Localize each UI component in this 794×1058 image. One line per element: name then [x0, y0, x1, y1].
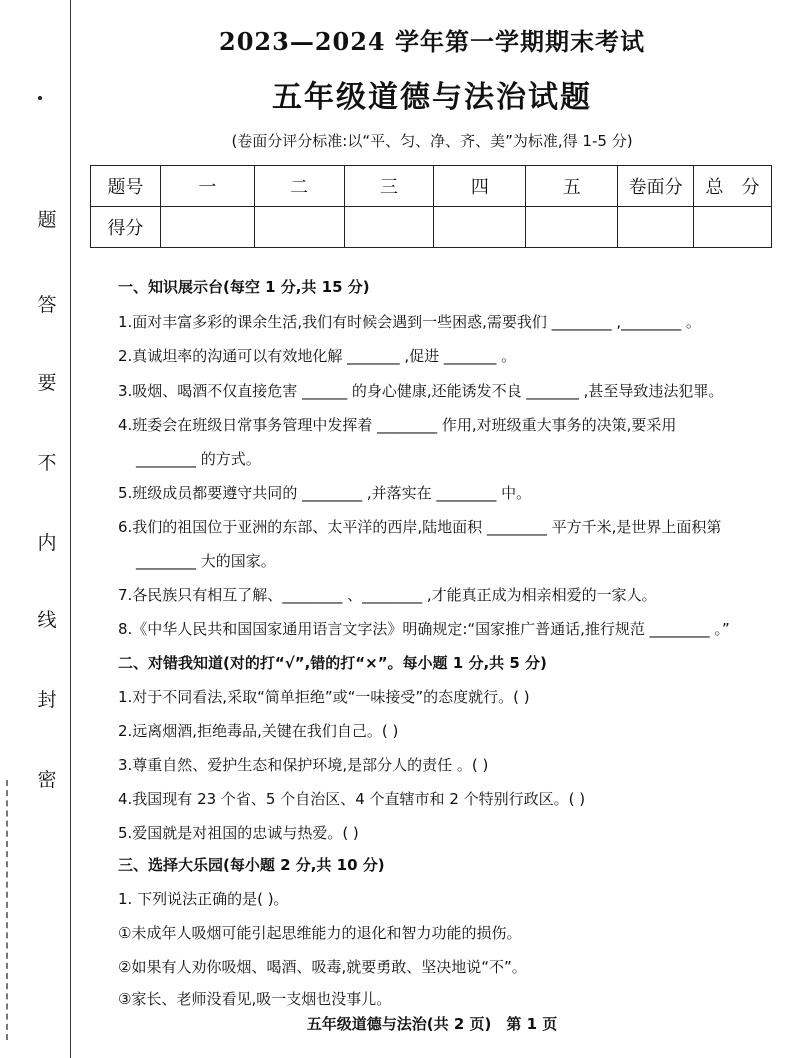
score-cell[interactable] — [344, 207, 434, 248]
option-line: ①未成年人吸烟可能引起思维能力的退化和智力功能的损伤。 — [118, 924, 522, 942]
question-line: ________ 的方式。 — [136, 450, 261, 468]
question-line: 2.远离烟酒,拒绝毒品,关键在我们自己。( ) — [118, 722, 399, 740]
seal-char-4: 不 — [37, 452, 57, 474]
seal-char-6: 线 — [37, 609, 57, 631]
score-cell[interactable] — [434, 207, 526, 248]
score-cell: 题号 — [91, 166, 161, 207]
seal-char-5: 内 — [37, 532, 57, 554]
seal-char-7: 封 — [37, 689, 57, 711]
question-line: 1.面对丰富多彩的课余生活,我们有时候会遇到一些困惑,需要我们 ________ ,________ 。 — [118, 313, 701, 331]
score-cell: 一 — [160, 166, 254, 207]
option-line: ②如果有人劝你吸烟、喝酒、吸毒,就要勇敢、坚决地说“不”。 — [118, 958, 527, 976]
score-cell: 三 — [344, 166, 434, 207]
score-cell[interactable] — [694, 207, 772, 248]
score-cell: 五 — [526, 166, 618, 207]
score-cell[interactable] — [160, 207, 254, 248]
score-cell: 得分 — [91, 207, 161, 248]
score-cell: 四 — [434, 166, 526, 207]
question-line: 2.真诚坦率的沟通可以有效地化解 _______ ,促进 _______ 。 — [118, 347, 517, 365]
section-1-heading: 一、知识展示台(每空 1 分,共 15 分) — [118, 278, 370, 296]
score-table — [90, 165, 772, 248]
section-3-heading: 三、选择大乐园(每小题 2 分,共 10 分) — [118, 856, 385, 874]
scoring-note: (卷面分评分标准:以“平、匀、净、齐、美”为标准,得 1-5 分) — [231, 132, 633, 150]
seal-char-2: 答 — [37, 294, 57, 316]
question-line: 7.各民族只有相互了解、________ 、________ ,才能真正成为相亲相爱的一家人。 — [118, 586, 657, 604]
seal-char-1: 题 — [37, 209, 57, 231]
score-cell[interactable] — [618, 207, 694, 248]
question-line: 1. 下列说法正确的是( )。 — [118, 890, 289, 908]
fold-line — [70, 0, 71, 1058]
score-cell[interactable] — [254, 207, 344, 248]
section-2-heading: 二、对错我知道(对的打“√”,错的打“×”。每小题 1 分,共 5 分) — [118, 654, 547, 672]
question-line: ________ 大的国家。 — [136, 552, 276, 570]
question-line: 6.我们的祖国位于亚洲的东部、太平洋的西岸,陆地面积 ________ 平方千米,是世界上面积第 — [118, 518, 722, 536]
score-cell: 二 — [254, 166, 344, 207]
question-line: 5.班级成员都要遵守共同的 ________ ,并落实在 ________ 中。 — [118, 484, 532, 502]
score-table-header-row — [91, 166, 772, 207]
seal-char-3: 要 — [37, 372, 57, 394]
question-line: 4.我国现有 23 个省、5 个自治区、4 个直辖市和 2 个特别行政区。( ) — [118, 790, 586, 808]
score-cell: 卷面分 — [618, 166, 694, 207]
option-line: ③家长、老师没看见,吸一支烟也没事儿。 — [118, 990, 392, 1008]
margin-dot — [38, 96, 42, 100]
question-line: 4.班委会在班级日常事务管理中发挥着 ________ 作用,对班级重大事务的决策,要采用 — [118, 416, 677, 434]
page-footer: 五年级道德与法治(共 2 页) 第 1 页 — [306, 1015, 558, 1033]
score-table-score-row — [91, 207, 772, 248]
question-line: 5.爱国就是对祖国的忠诚与热爱。( ) — [118, 824, 359, 842]
seal-dashed-line — [6, 780, 8, 1040]
score-cell[interactable] — [526, 207, 618, 248]
exam-subject-title: 五年级道德与法治试题 — [272, 80, 592, 115]
binding-margin — [0, 0, 70, 1058]
question-line: 8.《中华人民共和国国家通用语言文字法》明确规定:“国家推广普通话,推行规范 ________ 。” — [118, 620, 730, 638]
seal-char-8: 密 — [37, 769, 57, 791]
exam-term-title: 2023—2024 学年第一学期期末考试 — [219, 27, 645, 56]
question-line: 3.吸烟、喝酒不仅直接危害 ______ 的身心健康,还能诱发不良 _______ ,甚至导致违法犯罪。 — [118, 382, 724, 400]
question-line: 3.尊重自然、爱护生态和保护环境,是部分人的责任 。( ) — [118, 756, 489, 774]
score-cell: 总 分 — [694, 166, 772, 207]
question-line: 1.对于不同看法,采取“简单拒绝”或“一味接受”的态度就行。( ) — [118, 688, 530, 706]
